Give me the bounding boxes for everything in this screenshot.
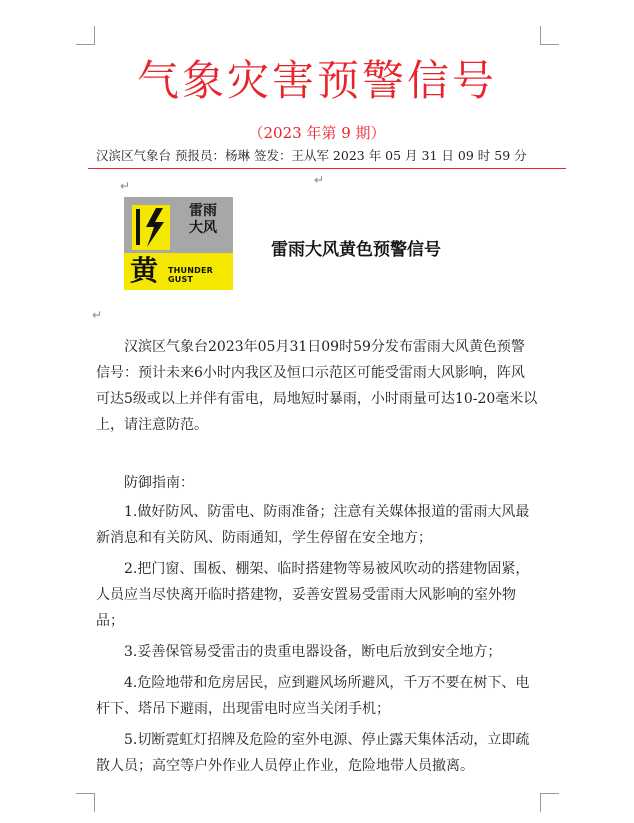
signal-heading: 雷雨大风黄色预警信号 (271, 240, 441, 260)
warning-signal-icon (124, 197, 233, 290)
paragraph-mark-icon: ↵ (120, 179, 131, 193)
page-corner-mark (540, 26, 559, 45)
lightning-icon (132, 205, 170, 250)
warning-body-text: 汉滨区气象台2023年05月31日09时59分发布雷雨大风黄色预警信号：预计未来6小时内我区及恒口示范区可能受雷雨大风影响，阵风可达5级或以上并伴有雷电，局地短时暴雨，小时雨量可达10-20毫米以上，请注意防范。 (96, 339, 538, 433)
guide-title: 防御指南： (124, 475, 194, 491)
defense-guide (96, 470, 538, 784)
paragraph-mark-icon: ↵ (314, 173, 325, 187)
guide-item: 1.做好防风、防雷电、防雨准备；注意有关媒体报道的雷雨大风最新消息和有关防风、防雨通知，学生停留在安全地方； (96, 504, 530, 546)
document-title: 气象灾害预警信号 (136, 56, 497, 105)
guide-item: 5.切断霓虹灯招牌及危险的室外电源、停止露天集体活动，立即疏散人员；高空等户外作业人员停止作业，危险地带人员撤离。 (96, 732, 530, 774)
page-corner-mark (540, 793, 559, 812)
signal-label-bottom: 大风 (189, 220, 217, 236)
guide-item: 3.妥善保管易受雷击的贵重电器设备，断电后放到安全地方； (124, 644, 502, 660)
page-corner-mark (76, 26, 95, 45)
issue-number: （2023 年第 9 期） (248, 124, 386, 142)
signal-english-label: THUNDER GUST (168, 266, 214, 284)
signal-type-label (179, 203, 227, 237)
paragraph-mark-icon: ↵ (92, 308, 103, 322)
signal-level-label: 黄 (130, 254, 159, 287)
guide-item: 2.把门窗、围板、棚架、临时搭建物等易被风吹动的搭建物固紧，人员应当尽快离开临时搭建物，妥善安置易受雷雨大风影响的室外物品； (96, 561, 530, 629)
signal-label-top: 雷雨 (189, 203, 217, 219)
page-corner-mark (76, 793, 95, 812)
issuer-info-line: 汉滨区气象台 预报员：杨琳 签发：王从军 2023 年 05 月 31 日 09 时 59 分 (96, 148, 527, 163)
guide-item: 4.危险地带和危房居民，应到避风场所避风，千万不要在树下、电杆下、塔吊下避雨，出现雷电时应当关闭手机； (96, 675, 530, 717)
header-divider (88, 168, 566, 169)
